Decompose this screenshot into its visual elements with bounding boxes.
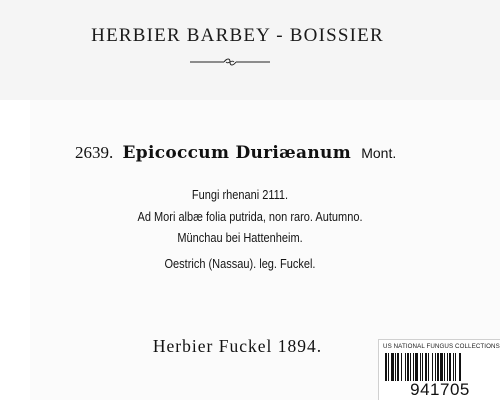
barcode-org: US NATIONAL FUNGUS COLLECTIONS — [383, 343, 500, 350]
habitat-line: Ad Mori albæ folia putrida, non raro. Autumno. — [137, 210, 363, 224]
herbier-footer: Herbier Fuckel 1894. — [152, 336, 323, 356]
collector-line: Oestrich (Nassau). leg. Fuckel. — [164, 257, 316, 271]
ornament-divider-icon — [190, 56, 270, 68]
barcode-number: 941705 — [410, 380, 470, 399]
specimen-line — [75, 143, 396, 163]
barcode-icon — [385, 353, 495, 381]
barcode-label — [378, 339, 500, 400]
header-title: HERBIER BARBEY - BOISSIER — [91, 25, 384, 46]
specimen-number: 2639. — [75, 143, 114, 162]
series-line: Fungi rhenani 2111. — [191, 188, 289, 202]
header-band — [0, 0, 500, 100]
species-author: Mont. — [361, 145, 397, 161]
locality-line: Münchau bei Hattenheim. — [177, 231, 303, 245]
species-name: Epicoccum Duriæanum — [122, 143, 351, 163]
